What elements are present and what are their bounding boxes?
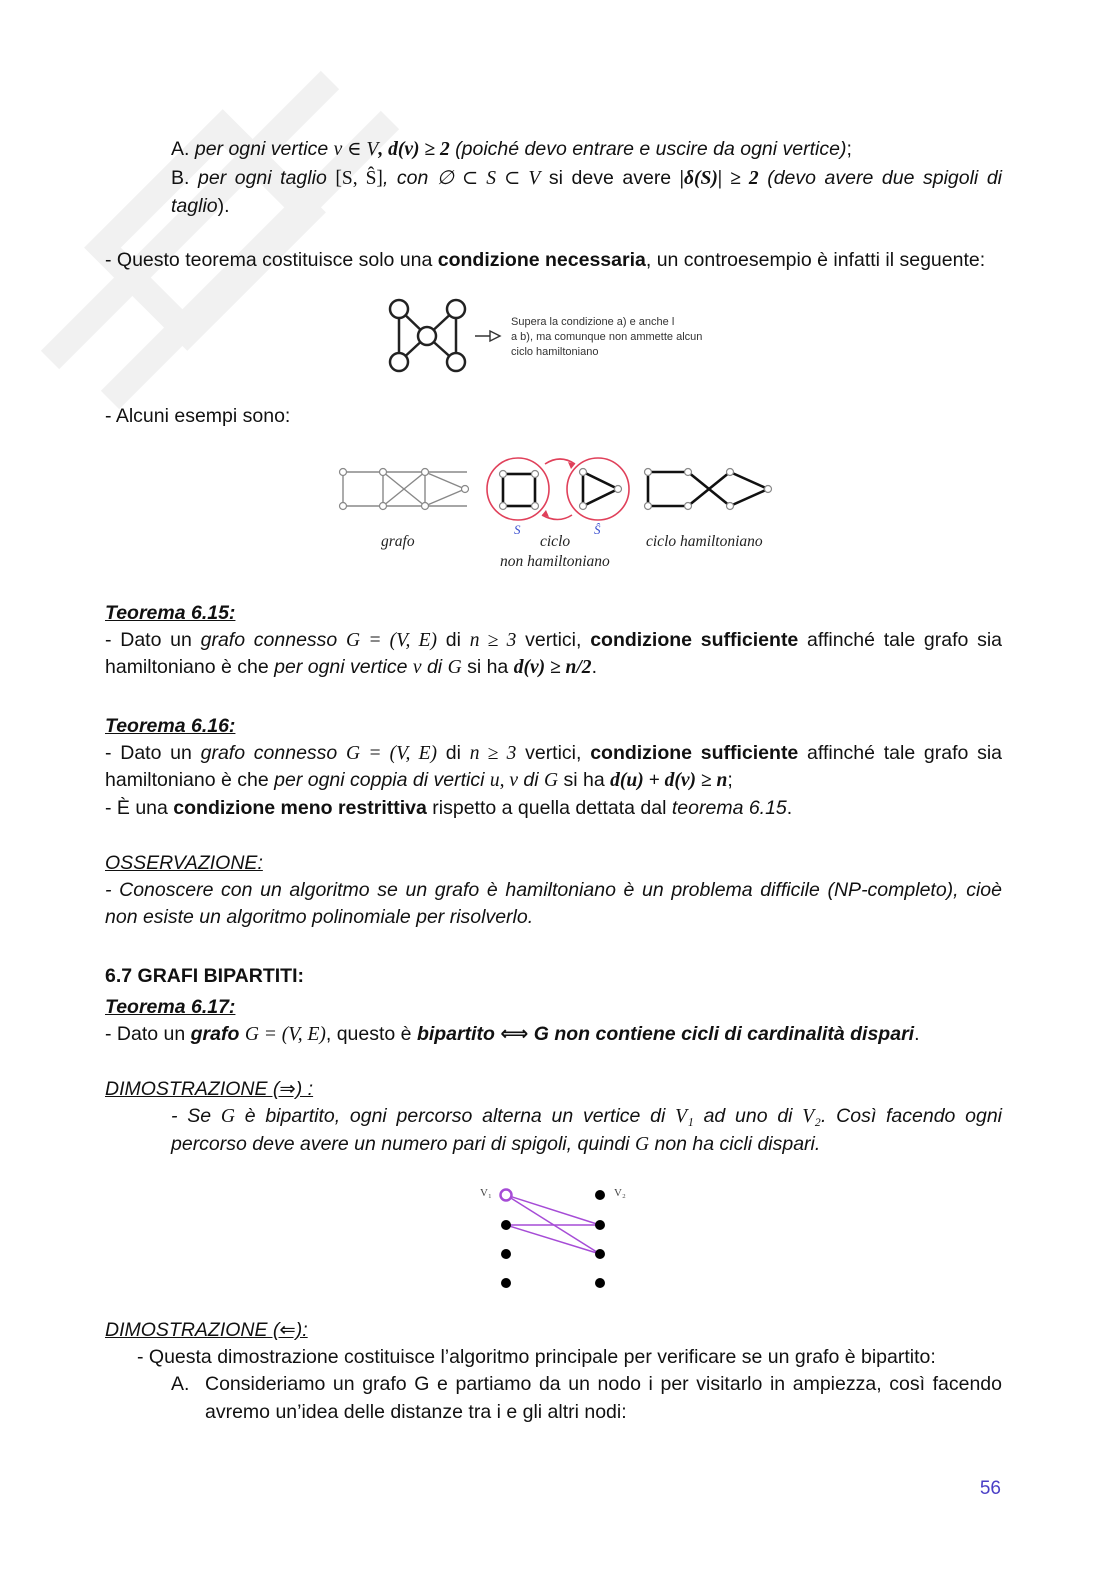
step-a-line-2: avremo un’idea delle distanze tra i e gli altri nodi: bbox=[205, 1401, 627, 1423]
condition-b-cont: taglio). bbox=[171, 195, 230, 217]
node bbox=[340, 503, 347, 510]
label-graph: grafo bbox=[381, 533, 415, 550]
node bbox=[380, 503, 387, 510]
node bbox=[615, 486, 622, 493]
node bbox=[422, 503, 429, 510]
node bbox=[462, 486, 469, 493]
label-cycle-2: non hamiltoniano bbox=[500, 553, 610, 570]
proof-backward-title: DIMOSTRAZIONE (⇐): bbox=[105, 1319, 308, 1341]
examples-intro: - Alcuni esempi sono: bbox=[105, 405, 291, 427]
theorem-615-line-1: - Dato un grafo connesso G = (V, E) di n ≥ 3 vertici, condizione sufficiente affinché tale grafo sia bbox=[105, 629, 1003, 651]
examples-figure bbox=[330, 452, 790, 577]
step-a-prefix: A. bbox=[171, 1373, 190, 1395]
node bbox=[580, 469, 587, 476]
graph-example bbox=[343, 472, 467, 506]
annotation-line-3: ciclo hamiltoniano bbox=[511, 346, 599, 358]
node bbox=[500, 503, 507, 510]
label-cycle-1: ciclo bbox=[540, 533, 571, 550]
node bbox=[390, 353, 408, 371]
theorem-616-line-2: hamiltoniano è che per ogni coppia di vertici u, v di G si ha d(u) + d(v) ≥ n; bbox=[105, 769, 733, 791]
label-v2: V₂ bbox=[614, 1187, 626, 1199]
bipartite-graph bbox=[470, 1178, 640, 1290]
node bbox=[727, 503, 734, 510]
arrow-icon bbox=[475, 331, 500, 341]
node bbox=[340, 469, 347, 476]
node bbox=[532, 471, 539, 478]
node bbox=[532, 503, 539, 510]
proof-forward-line-1: - Se G è bipartito, ogni percorso alterna un vertice di V₁ ad uno di V₂. Così facendo ogni bbox=[171, 1105, 1003, 1127]
necessary-condition-line: - Questo teorema costituisce solo una condizione necessaria, un controesempio è infatti il seguente: bbox=[105, 249, 986, 271]
hamiltonian-cycle bbox=[648, 472, 768, 506]
observation-line-2: non esiste un algoritmo polinomiale per risolverlo. bbox=[105, 906, 534, 928]
node bbox=[580, 503, 587, 510]
theorem-616-line-3: - È una condizione meno restrittiva rispetto a quella dettata dal teorema 6.15. bbox=[105, 797, 793, 819]
watermark-logo bbox=[30, 60, 410, 420]
theorem-616-title: Teorema 6.16: bbox=[105, 715, 236, 737]
cut-circles bbox=[487, 458, 629, 520]
label-hamiltonian: ciclo hamiltoniano bbox=[646, 533, 763, 550]
theorem-616-line-1: - Dato un grafo connesso G = (V, E) di n ≥ 3 vertici, condizione sufficiente affinché tale grafo sia bbox=[105, 742, 1003, 764]
node bbox=[765, 486, 772, 493]
section-heading: 6.7 GRAFI BIPARTITI: bbox=[105, 965, 304, 987]
node bbox=[380, 469, 387, 476]
node bbox=[418, 327, 436, 345]
observation-title: OSSERVAZIONE: bbox=[105, 852, 263, 874]
theorem-615-line-2: hamiltoniano è che per ogni vertice v di G si ha d(v) ≥ n/2. bbox=[105, 656, 597, 678]
node bbox=[501, 1278, 511, 1288]
annotation-line-1: Supera la condizione a) e anche l bbox=[511, 316, 675, 328]
node bbox=[595, 1190, 605, 1200]
node bbox=[595, 1278, 605, 1288]
page-number: 56 bbox=[979, 1478, 1001, 1499]
node-start bbox=[501, 1190, 512, 1201]
theorem-615-title: Teorema 6.15: bbox=[105, 602, 236, 624]
node bbox=[390, 300, 408, 318]
node bbox=[501, 1220, 511, 1230]
proof-forward-title: DIMOSTRAZIONE (⇒) : bbox=[105, 1078, 314, 1100]
theorem-617-line: - Dato un grafo G = (V, E), questo è bipartito ⟺ G non contiene cicli di cardinalità dispari. bbox=[105, 1023, 920, 1045]
node bbox=[645, 503, 652, 510]
node bbox=[447, 353, 465, 371]
condition-a: A. per ogni vertice v ∈ V, d(v) ≥ 2 (poiché devo entrare e uscire da ogni vertice); bbox=[171, 138, 852, 160]
node bbox=[727, 469, 734, 476]
label-v1: V₁ bbox=[480, 1187, 492, 1199]
proof-forward-line-2: percorso deve avere un numero pari di spigoli, quindi G non ha cicli dispari. bbox=[171, 1133, 821, 1155]
node bbox=[685, 503, 692, 510]
theorem-617-title: Teorema 6.17: bbox=[105, 996, 236, 1018]
node bbox=[645, 469, 652, 476]
observation-line-1: - Conoscere con un algoritmo se un grafo è hamiltoniano è un problema difficile (NP-completo), cioè bbox=[105, 879, 1002, 901]
node bbox=[422, 469, 429, 476]
counterexample-graph bbox=[380, 292, 740, 382]
proof-backward-line-1: - Questa dimostrazione costituisce l’algoritmo principale per verificare se un grafo è bipartito: bbox=[137, 1346, 936, 1368]
label-s-hat: Ŝ bbox=[594, 522, 601, 537]
label-s: S bbox=[514, 522, 521, 537]
node bbox=[500, 471, 507, 478]
step-a-line-1: Consideriamo un grafo G e partiamo da un nodo i per visitarlo in ampiezza, così facendo bbox=[205, 1373, 1002, 1395]
node bbox=[501, 1249, 511, 1259]
node bbox=[685, 469, 692, 476]
node bbox=[447, 300, 465, 318]
condition-b: B. per ogni taglio [S, Ŝ], con ∅ ⊂ S ⊂ V si deve avere |δ(S)| ≥ 2 (devo avere due spigoli di bbox=[171, 167, 1002, 189]
node bbox=[595, 1220, 605, 1230]
node bbox=[595, 1249, 605, 1259]
annotation-line-2: a b), ma comunque non ammette alcun bbox=[511, 331, 703, 343]
